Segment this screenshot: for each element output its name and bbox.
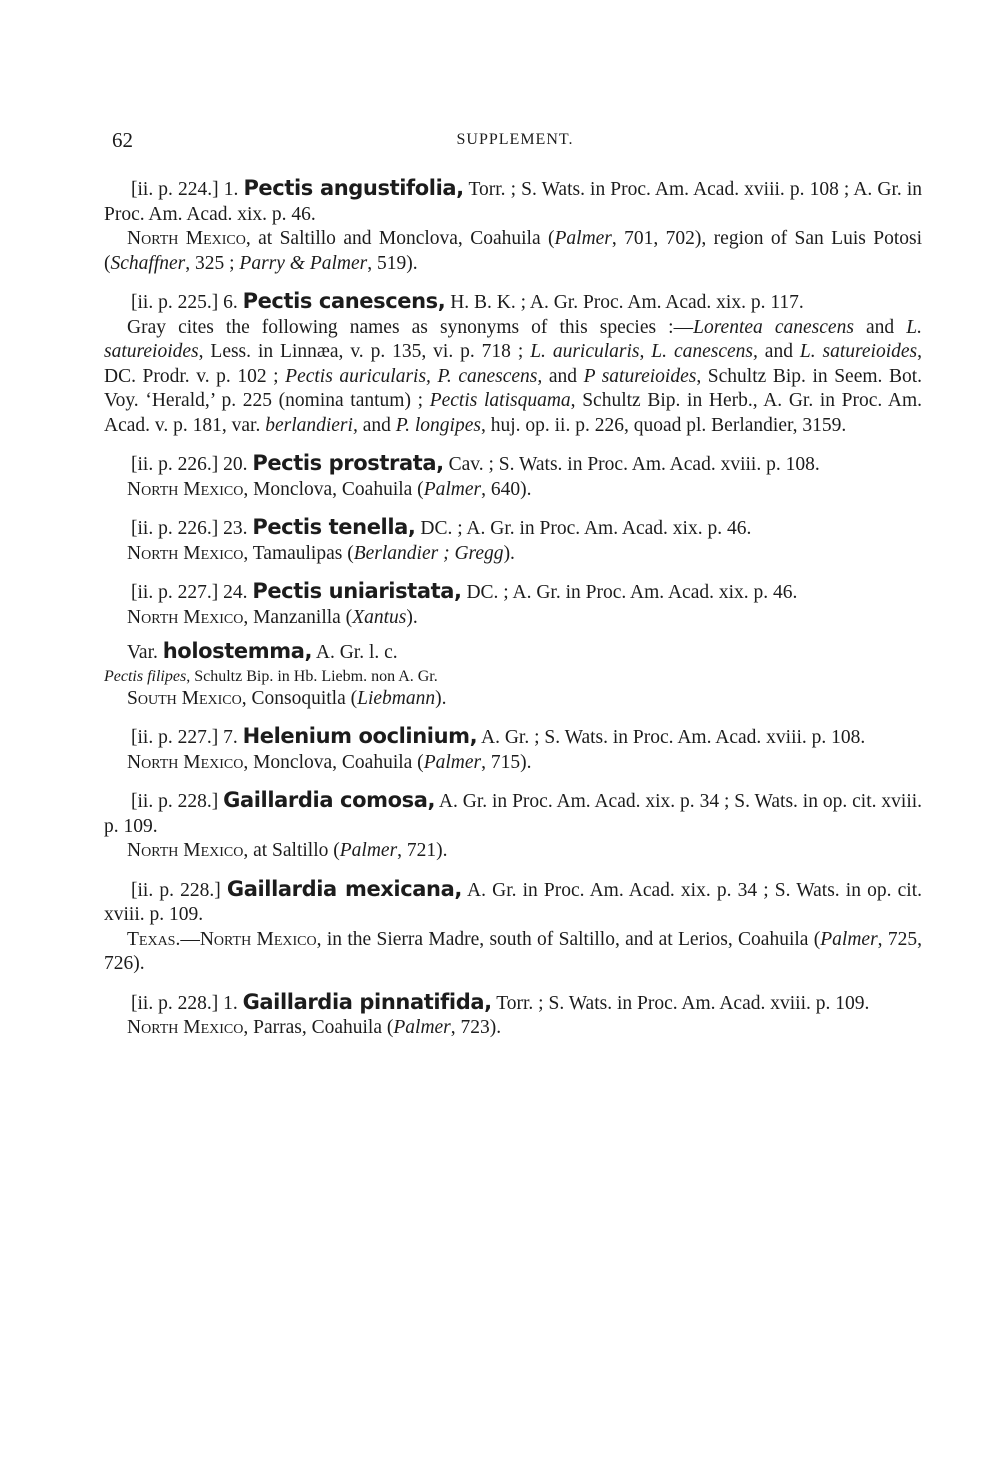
entry-heading <box>104 289 922 316</box>
region: North Mexico <box>127 606 244 628</box>
variety-heading <box>104 639 922 666</box>
locality-text: ). <box>406 606 418 628</box>
entry-heading <box>104 451 922 478</box>
species-name: Pectis angustifolia, <box>243 176 464 200</box>
locality-text: , 519). <box>367 252 418 274</box>
variety-name: holostemma, <box>162 639 313 663</box>
locality <box>104 227 922 276</box>
volume-reference: [ii. p. 226.] <box>131 518 219 539</box>
citation: DC. ; A. Gr. in Proc. Am. Acad. xix. p. 46. <box>466 582 798 603</box>
citation: H. B. K. ; A. Gr. Proc. Am. Acad. xix. p. 117. <box>450 292 804 313</box>
collector: Schaffner <box>110 252 186 274</box>
note-text: , Schultz Bip. in Seem. Bot. Voy. ‘Herald,’ p. 225 (nomina tantum) ; <box>104 365 923 411</box>
note-text: and <box>542 365 584 387</box>
locality-text: , in the Sierra Madre, south of Saltillo, and at Lerios, Coahuila ( <box>316 928 821 950</box>
collector: Palmer <box>554 228 612 249</box>
locality <box>104 1016 922 1041</box>
locality-text: , 725, 726). <box>104 928 922 974</box>
collector: Palmer <box>423 751 482 773</box>
locality-text: , 640). <box>481 478 532 500</box>
volume-reference: [ii. p. 227.] <box>131 727 219 748</box>
note-text: , DC. Prodr. v. p. 102 ; <box>104 341 922 387</box>
volume-reference: [ii. p. 225.] <box>131 292 219 313</box>
synonym-name: L. satureioides <box>104 316 922 362</box>
locality-text: , 723). <box>450 1017 502 1038</box>
region: North Mexico <box>127 228 246 249</box>
locality-text: , at Saltillo and Monclova, Coahuila ( <box>245 228 555 249</box>
synonym-name: Pectis filipes <box>104 667 187 685</box>
species-name: Pectis prostrata, <box>252 451 444 475</box>
locality-text: , Consoquitla ( <box>241 687 358 709</box>
citation: DC. ; A. Gr. in Proc. Am. Acad. xix. p. 46. <box>420 518 752 539</box>
species-name: Helenium ooclinium, <box>242 724 478 748</box>
volume-reference: [ii. p. 228.] <box>131 992 219 1014</box>
page-body <box>104 176 922 1054</box>
synonym-name: Pectis auricularis, P. canescens, <box>285 365 543 387</box>
entry-heading <box>104 176 922 227</box>
variety-prefix: Var. <box>127 642 158 663</box>
species-name: Gaillardia pinnatifida, <box>242 989 492 1014</box>
entry-heading <box>104 877 922 928</box>
locality-text: ). <box>435 687 447 709</box>
region: North Mexico <box>127 542 244 564</box>
collector: Palmer <box>393 1017 451 1038</box>
locality-text: , Tamaulipas ( <box>243 542 354 564</box>
note-text: and <box>757 341 800 362</box>
species-name: Pectis tenella, <box>252 515 416 539</box>
citation: A. Gr. ; S. Wats. in Proc. Am. Acad. xviii. p. 108. <box>481 727 866 748</box>
variety-citation: A. Gr. l. c. <box>315 642 398 663</box>
citation: A. Gr. in Proc. Am. Acad. xix. p. 34 ; S. Wats. in op. cit. xviii. p. 109. <box>104 879 922 925</box>
species-name: Gaillardia mexicana, <box>226 876 462 901</box>
citation: A. Gr. in Proc. Am. Acad. xix. p. 34 ; S. Wats. in op. cit. xviii. p. 109. <box>104 791 923 837</box>
species-entry <box>104 877 922 977</box>
locality <box>104 606 922 631</box>
volume-reference: [ii. p. 227.] <box>131 582 219 603</box>
synonym-name: berlandieri, <box>265 414 358 436</box>
entry-heading <box>104 579 922 606</box>
collector: Parry & Palmer <box>239 252 368 274</box>
entry-heading <box>104 990 922 1017</box>
locality-text: , Parras, Coahuila ( <box>243 1017 394 1038</box>
locality-text: , Monclova, Coahuila ( <box>243 751 424 773</box>
synonym-name: L. auricularis, L. canescens, <box>530 341 758 362</box>
locality <box>104 751 922 776</box>
collector: Palmer <box>820 928 878 950</box>
locality-text: , 721). <box>397 840 448 861</box>
locality-text: , Monclova, Coahuila ( <box>243 478 424 500</box>
locality-text: , 715). <box>481 751 532 773</box>
entry-number: 20. <box>223 454 248 475</box>
entry-number: 24. <box>223 582 248 603</box>
collector: Palmer <box>339 840 398 861</box>
species-entry <box>104 788 922 864</box>
collector: Liebmann <box>357 687 436 709</box>
entry-number: 1. <box>223 179 239 200</box>
region: Texas.—North Mexico <box>127 928 317 950</box>
entry-number: 1. <box>223 992 238 1014</box>
species-entry <box>104 176 922 276</box>
species-name: Gaillardia comosa, <box>223 788 436 812</box>
species-entry <box>104 990 922 1041</box>
region: North Mexico <box>127 1017 244 1038</box>
locality-text: , Manzanilla ( <box>243 606 353 628</box>
entry-number: 6. <box>223 292 238 313</box>
synonym-name: P satureioides <box>583 365 697 387</box>
volume-reference: [ii. p. 226.] <box>131 454 219 475</box>
synonym-name: Pectis latisquama <box>429 390 571 411</box>
volume-reference: [ii. p. 224.] <box>131 179 219 200</box>
locality <box>104 542 922 567</box>
note-text: , Less. in Linnæa, v. p. 135, vi. p. 718 ; <box>198 341 531 362</box>
species-entry <box>104 515 922 566</box>
entry-heading <box>104 515 922 542</box>
entry-heading <box>104 788 922 839</box>
entry-heading <box>104 724 922 751</box>
species-name: Pectis canescens, <box>242 289 446 313</box>
collector: Palmer <box>423 478 482 500</box>
region: North Mexico <box>127 751 244 773</box>
synonymy-note <box>104 316 922 439</box>
locality <box>104 928 922 977</box>
region: North Mexico <box>127 840 244 861</box>
locality <box>104 687 922 712</box>
synonym-name: L. satureioides <box>799 341 918 362</box>
citation: Torr. ; S. Wats. in Proc. Am. Acad. xviii. p. 109. <box>496 992 870 1014</box>
locality-text: , at Saltillo ( <box>243 840 340 861</box>
page-number: 62 <box>112 128 133 152</box>
species-entry <box>104 579 922 711</box>
note-text: and <box>357 414 396 436</box>
region: North Mexico <box>127 478 244 500</box>
collector: Berlandier ; Gregg <box>353 542 504 564</box>
locality <box>104 839 922 864</box>
note-text: , huj. op. ii. p. 226, quoad pl. Berlandier, 3159. <box>480 414 847 436</box>
locality <box>104 478 922 503</box>
region: South Mexico <box>127 687 242 709</box>
volume-reference: [ii. p. 228.] <box>131 879 221 901</box>
species-entry <box>104 451 922 502</box>
note-text: and <box>853 316 907 338</box>
note-text: Gray cites the following names as synonyms of this species :— <box>127 316 694 338</box>
species-entry <box>104 289 922 438</box>
citation: Cav. ; S. Wats. in Proc. Am. Acad. xviii. p. 108. <box>448 454 820 475</box>
species-name: Pectis uniaristata, <box>252 579 462 603</box>
locality-text: , 701, 702), region of San Luis Potosi ( <box>104 228 922 274</box>
variety-synonym <box>104 666 922 687</box>
volume-reference: [ii. p. 228.] <box>131 791 219 812</box>
entry-number: 23. <box>223 518 248 539</box>
collector: Xantus <box>352 606 407 628</box>
citation: Torr. ; S. Wats. in Proc. Am. Acad. xviii. p. 108 ; A. Gr. in Proc. Am. Acad. xix. p. 46. <box>104 179 923 225</box>
synonym-text: , Schultz Bip. in Hb. Liebm. non A. Gr. <box>186 667 438 685</box>
synonym-name: Lorentea canescens <box>693 316 854 338</box>
entry-number: 7. <box>223 727 238 748</box>
page-header <box>112 128 918 158</box>
locality-text: , 325 ; <box>185 252 240 274</box>
synonym-name: P. longipes <box>395 414 481 436</box>
running-head: SUPPLEMENT. <box>456 131 574 148</box>
note-text: , Schultz Bip. in Herb., A. Gr. in Proc. Am. Acad. v. p. 181, var. <box>104 390 922 436</box>
species-entry <box>104 724 922 775</box>
locality-text: ). <box>503 542 515 564</box>
